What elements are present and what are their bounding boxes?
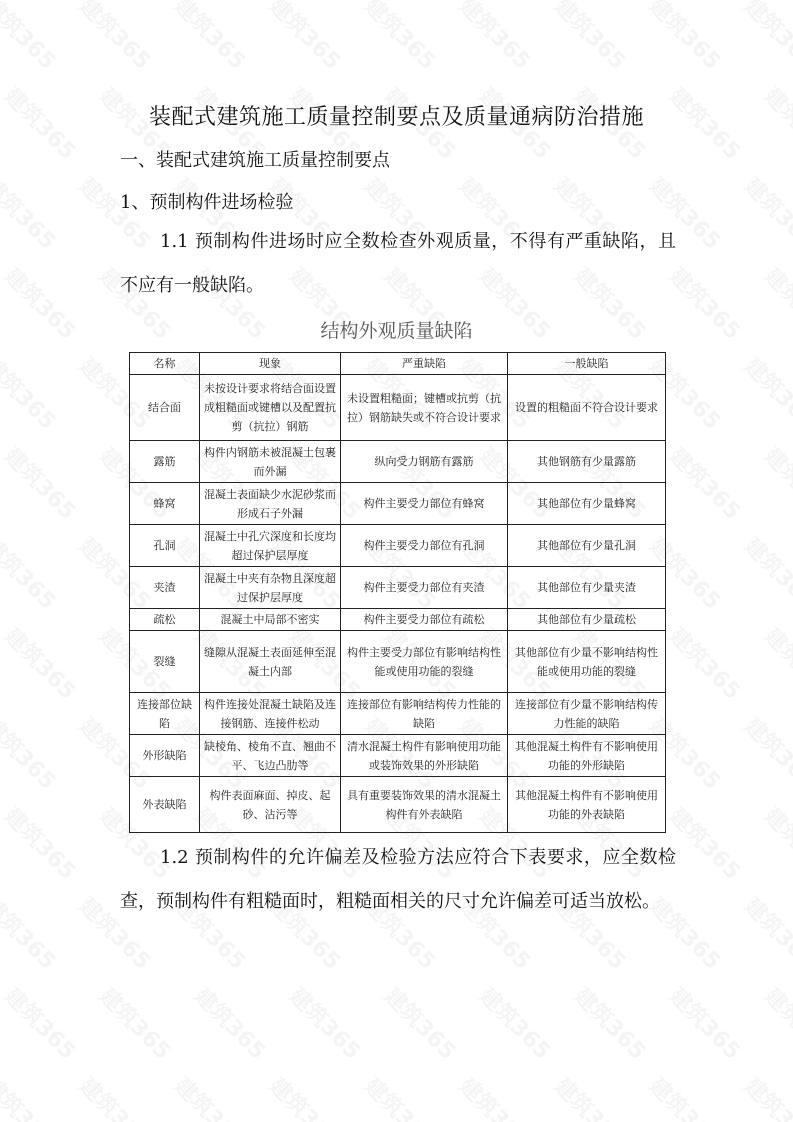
cell-phenomenon: 缝隙从混凝土表面延伸至混凝土内部 <box>200 631 341 693</box>
cell-general: 设置的粗糙面不符合设计要求 <box>508 375 666 441</box>
watermark-text <box>738 890 793 976</box>
cell-phenomenon: 混凝土中孔穴深度和长度均超过保护层厚度 <box>200 525 341 567</box>
cell-general: 其他部位有少量疏松 <box>508 609 666 631</box>
cell-serious: 构件主要受力部位有孔洞 <box>341 525 508 567</box>
table-row <box>130 735 666 777</box>
watermark-text <box>548 0 634 76</box>
watermark-text <box>453 1070 539 1122</box>
watermark-text <box>663 980 749 1066</box>
watermark-text <box>0 440 84 526</box>
watermark-text <box>73 0 159 76</box>
cell-serious: 构件主要受力部位有影响结构性能或使用功能的裂缝 <box>341 631 508 693</box>
cell-name: 外表缺陷 <box>130 777 200 833</box>
watermark-text <box>168 1070 254 1122</box>
table-header-row <box>130 353 666 375</box>
header-phenomenon: 现象 <box>200 353 341 375</box>
table-row <box>130 777 666 833</box>
watermark-text <box>0 800 84 886</box>
watermark-text <box>548 1070 634 1122</box>
watermark-text <box>758 440 793 526</box>
table-row <box>130 631 666 693</box>
cell-phenomenon: 构件连接处混凝土缺陷及连接钢筋、连接件松动 <box>200 693 341 735</box>
watermark-text <box>738 530 793 616</box>
watermark-text <box>758 980 793 1066</box>
table-row <box>130 375 666 441</box>
paragraph-tolerance: 1.2 预制构件的允许偏差及检验方法应符合下表要求，应全数检查，预制构件有粗糙面时，粗糙面相关的尺寸允许偏差可适当放松。 <box>120 847 676 912</box>
watermark-text <box>283 980 369 1066</box>
cell-general: 其他部位有少量孔洞 <box>508 525 666 567</box>
cell-name: 裂缝 <box>130 631 200 693</box>
table-row <box>130 609 666 631</box>
cell-serious: 构件主要受力部位有蜂窝 <box>341 483 508 525</box>
cell-name: 外形缺陷 <box>130 735 200 777</box>
cell-general: 其他部位有少量不影响结构性能或使用功能的裂缝 <box>508 631 666 693</box>
cell-name: 连接部位缺陷 <box>130 693 200 735</box>
watermark-text <box>738 1070 793 1122</box>
watermark-text <box>0 620 84 706</box>
cell-serious: 清水混凝土构件有影响使用功能或装饰效果的外形缺陷 <box>341 735 508 777</box>
watermark-text <box>0 1070 64 1122</box>
watermark-text <box>568 980 654 1066</box>
watermark-text <box>758 620 793 706</box>
cell-phenomenon: 未按设计要求将结合面设置成粗糙面或键槽以及配置抗剪（抗拉）钢筋 <box>200 375 341 441</box>
watermark-text <box>0 350 64 436</box>
watermark-text <box>188 980 274 1066</box>
watermark-text <box>0 890 64 976</box>
watermark-text <box>0 980 84 1066</box>
document-title: 装配式建筑施工质量控制要点及质量通病防治措施 <box>148 105 644 130</box>
cell-phenomenon: 构件内钢筋未被混凝土包裹而外漏 <box>200 441 341 483</box>
watermark-text <box>663 620 749 706</box>
cell-serious: 具有重要装饰效果的清水混凝土构件有外表缺陷 <box>341 777 508 833</box>
cell-name: 露筋 <box>130 441 200 483</box>
cell-general: 其他混凝土构件有不影响使用功能的外形缺陷 <box>508 735 666 777</box>
watermark-text <box>738 170 793 256</box>
watermark-text <box>643 1070 729 1122</box>
table-row <box>130 483 666 525</box>
watermark-text <box>643 0 729 76</box>
cell-serious: 连接部位有影响结构传力性能的缺陷 <box>341 693 508 735</box>
table-row <box>130 693 666 735</box>
watermark-text <box>263 1070 349 1122</box>
header-general-defect: 一般缺陷 <box>508 353 666 375</box>
watermark-text <box>73 1070 159 1122</box>
cell-name: 孔洞 <box>130 525 200 567</box>
watermark-text <box>453 0 539 76</box>
cell-name: 夹渣 <box>130 567 200 609</box>
watermark-text <box>358 0 444 76</box>
watermark-text <box>663 440 749 526</box>
cell-serious: 未设置粗糙面；键槽或抗剪（抗拉）钢筋缺失或不符合设计要求 <box>341 375 508 441</box>
cell-phenomenon: 混凝土中夹有杂物且深度超过保护层厚度 <box>200 567 341 609</box>
watermark-text <box>738 0 793 76</box>
cell-serious: 构件主要受力部位有夹渣 <box>341 567 508 609</box>
watermark-text <box>378 980 464 1066</box>
watermark-text <box>0 530 64 616</box>
cell-phenomenon: 混凝土中局部不密实 <box>200 609 341 631</box>
watermark-text <box>93 980 179 1066</box>
watermark-text <box>758 800 793 886</box>
watermark-text <box>0 170 64 256</box>
paragraph-inspection: 1.1 预制构件进场时应全数检查外观质量，不得有严重缺陷，且不应有一般缺陷。 <box>120 231 676 296</box>
cell-name: 疏松 <box>130 609 200 631</box>
table-caption: 结构外观质量缺陷 <box>320 320 473 342</box>
cell-serious: 构件主要受力部位有疏松 <box>341 609 508 631</box>
table-row <box>130 525 666 567</box>
watermark-text <box>358 1070 444 1122</box>
watermark-text <box>0 0 64 76</box>
cell-phenomenon: 构件表面麻面、掉皮、起砂、沾污等 <box>200 777 341 833</box>
cell-serious: 纵向受力钢筋有露筋 <box>341 441 508 483</box>
section-heading: 一、装配式建筑施工质量控制要点 <box>120 150 390 171</box>
subsection-heading: 1、预制构件进场检验 <box>120 192 294 213</box>
cell-name: 结合面 <box>130 375 200 441</box>
watermark-text <box>0 710 64 796</box>
header-serious-defect: 严重缺陷 <box>341 353 508 375</box>
cell-phenomenon: 缺棱角、棱角不直、翘曲不平、飞边凸肋等 <box>200 735 341 777</box>
watermark-text <box>168 0 254 76</box>
header-name: 名称 <box>130 353 200 375</box>
cell-general: 其他混凝土构件有不影响使用功能的外表缺陷 <box>508 777 666 833</box>
cell-name: 蜂窝 <box>130 483 200 525</box>
watermark-text <box>263 0 349 76</box>
cell-general: 连接部位有少量不影响结构传力性能的缺陷 <box>508 693 666 735</box>
cell-general: 其他部位有少量夹渣 <box>508 567 666 609</box>
watermark-text <box>473 980 559 1066</box>
cell-phenomenon: 混凝土表面缺少水泥砂浆而形成石子外漏 <box>200 483 341 525</box>
table-row <box>130 567 666 609</box>
watermark-text <box>738 350 793 436</box>
cell-general: 其他钢筋有少量露筋 <box>508 441 666 483</box>
table-row <box>130 441 666 483</box>
defects-table <box>129 352 666 833</box>
watermark-text <box>738 710 793 796</box>
cell-general: 其他部位有少量蜂窝 <box>508 483 666 525</box>
